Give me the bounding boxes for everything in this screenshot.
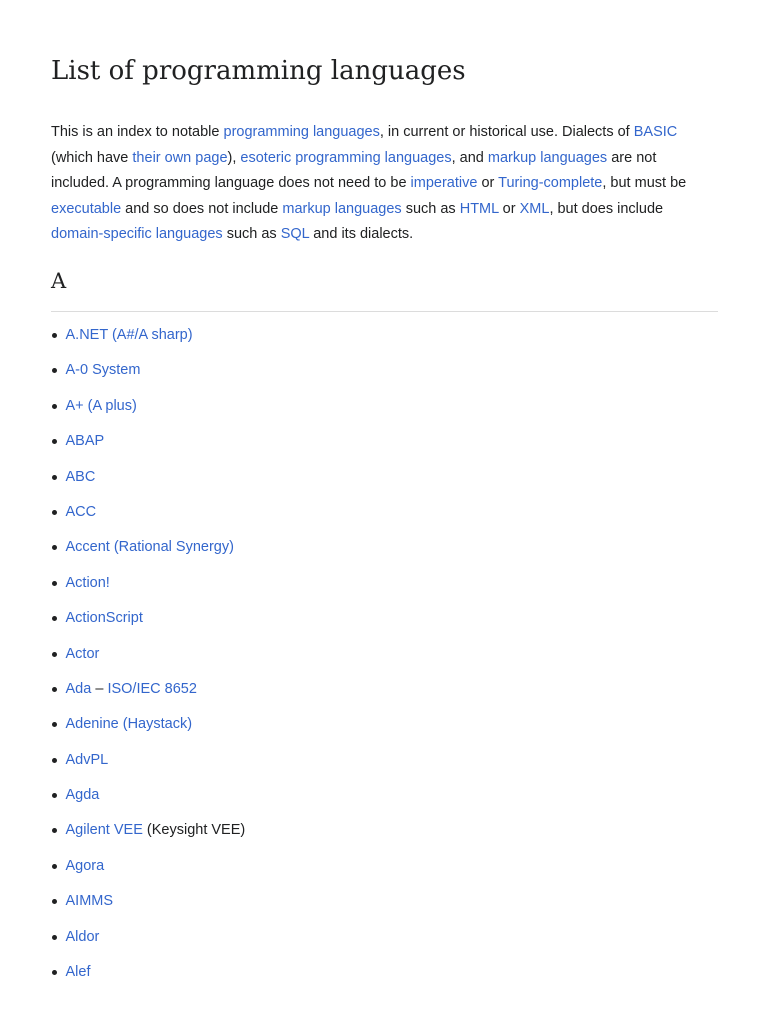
language-link[interactable]: ABAP [65,433,105,450]
bullet-icon [52,864,57,869]
language-link[interactable]: Alef [65,964,91,981]
language-link[interactable]: A.NET (A#/A sharp) [65,327,193,343]
list-item [51,320,718,355]
bullet-icon [52,687,57,692]
intro-text: such as [222,226,281,243]
list-item [51,780,718,815]
intro-text: and so does not include [121,200,283,217]
list-item [51,355,718,390]
list-item [51,674,718,709]
intro-text: , in current or historical use. Dialects of [379,124,634,140]
list-item [51,886,718,921]
link-sql[interactable]: SQL [280,226,310,243]
link-turing-complete[interactable]: Turing-complete [498,175,603,192]
language-link[interactable]: A+ (A plus) [65,397,137,414]
bullet-icon [52,935,57,940]
bullet-icon [52,475,57,480]
bullet-icon [52,333,57,338]
language-link[interactable]: A-0 System [65,362,141,379]
language-link[interactable]: Adenine (Haystack) [65,716,193,733]
intro-text: or [498,200,520,217]
bullet-icon [52,758,57,763]
bullet-icon [52,652,57,657]
intro-text: and its dialects. [309,226,414,243]
link-markup-languages[interactable]: markup languages [487,149,608,166]
language-link[interactable]: Agda [65,787,100,804]
link-imperative[interactable]: imperative [410,175,478,192]
bullet-icon [52,899,57,904]
list-item [51,709,718,744]
bullet-icon [52,510,57,515]
bullet-icon [52,439,57,444]
intro-text: ), [227,149,241,166]
list-item [51,426,718,461]
language-note: – [91,680,108,697]
link-their-own-page[interactable]: their own page [132,149,228,166]
link-esoteric-programming-languages[interactable]: esoteric programming languages [240,149,452,166]
link-executable[interactable]: executable [51,200,122,217]
intro-text: This is an index to notable [51,124,224,140]
intro-text: , but does include [549,200,664,217]
language-link[interactable]: Aldor [65,928,100,945]
list-item [51,497,718,532]
list-item [51,815,718,850]
link-markup-languages-2[interactable]: markup languages [282,200,402,217]
language-link[interactable]: ActionScript [65,610,143,627]
bullet-icon [52,368,57,373]
intro-text: (which have [51,149,133,166]
section-divider [51,311,718,312]
intro-text: or [477,175,499,192]
language-link[interactable]: Ada [65,680,92,697]
page-title: List of programming languages [51,56,466,86]
language-link[interactable]: Agora [65,857,105,874]
list-item [51,603,718,638]
language-link[interactable]: Actor [65,645,100,662]
language-list [51,320,718,992]
bullet-icon [52,616,57,621]
intro-paragraph [51,120,718,248]
section-heading-a: A [51,269,67,293]
link-xml[interactable]: XML [519,200,550,217]
link-html[interactable]: HTML [459,200,499,217]
language-link[interactable]: ACC [65,503,97,520]
list-item [51,568,718,603]
list-item [51,639,718,674]
language-link[interactable]: AdvPL [65,751,109,768]
intro-text: are not included. A programming language does not need to be [51,149,657,192]
language-link[interactable]: Accent (Rational Synergy) [65,539,234,556]
list-item [51,532,718,567]
intro-text: , and [451,149,488,166]
bullet-icon [52,793,57,798]
bullet-icon [52,404,57,409]
language-link[interactable]: ISO/IEC 8652 [107,680,197,697]
bullet-icon [52,970,57,975]
link-domain-specific-languages[interactable]: domain-specific languages [51,226,223,243]
language-link[interactable]: Agilent VEE [65,822,143,839]
list-item [51,391,718,426]
bullet-icon [52,581,57,586]
list-item [51,462,718,497]
language-link[interactable]: ABC [65,468,96,485]
link-basic[interactable]: BASIC [633,124,678,140]
list-item [51,922,718,957]
list-item [51,745,718,780]
bullet-icon [52,722,57,727]
intro-text: such as [401,200,460,217]
bullet-icon [52,545,57,550]
link-programming-languages[interactable]: programming languages [223,124,380,140]
intro-text: , but must be [602,175,687,192]
language-link[interactable]: Action! [65,574,110,591]
list-item [51,957,718,992]
language-link[interactable]: AIMMS [65,893,114,910]
bullet-icon [52,828,57,833]
language-note: (Keysight VEE) [142,822,246,839]
list-item [51,851,718,886]
